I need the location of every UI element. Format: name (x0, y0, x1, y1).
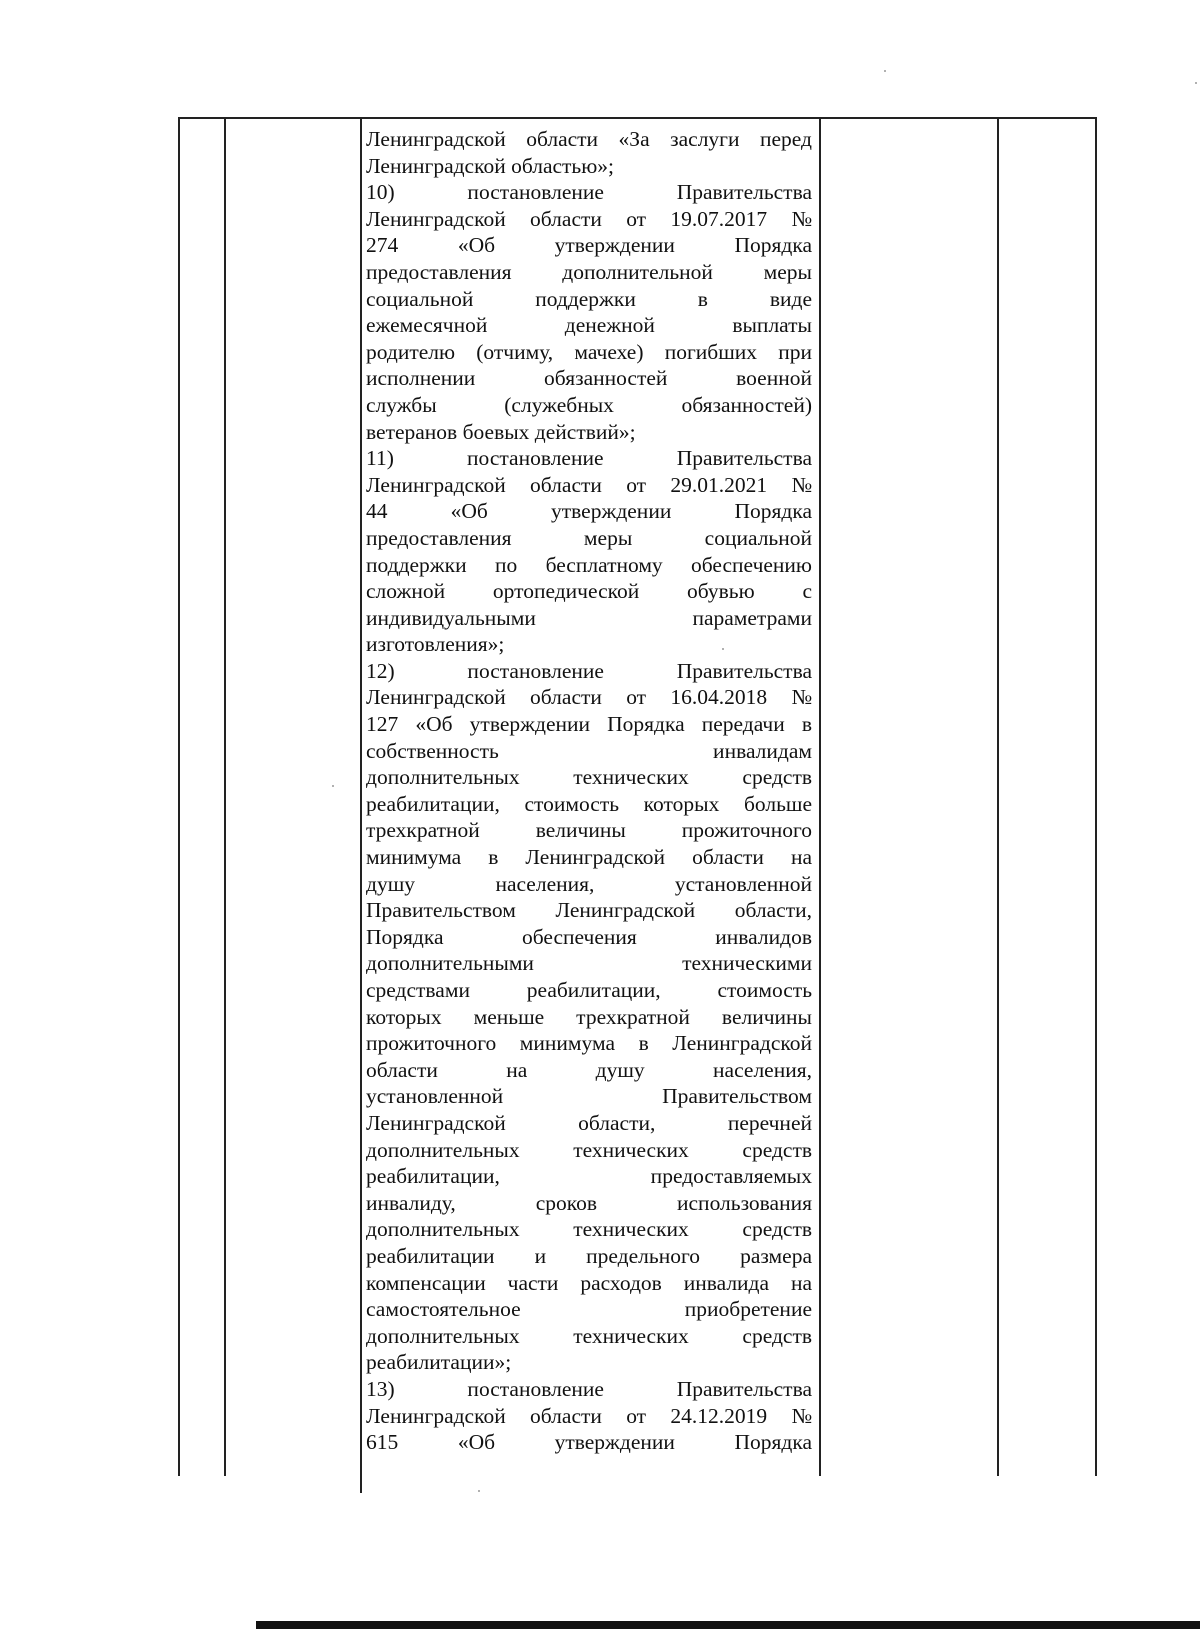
text-line: которых меньше трехкратной величины (366, 1004, 812, 1029)
table-border-col4 (997, 117, 999, 1476)
text-line: 615 «Об утверждении Порядка (366, 1430, 812, 1455)
text-line: реабилитации»; (366, 1350, 512, 1375)
text-line: изготовления»; (366, 632, 505, 657)
legal-acts-list-cell (366, 126, 812, 1456)
text-line: Ленинградской области, перечней (366, 1110, 812, 1135)
table-border-right (1095, 117, 1097, 1476)
text-line: Ленинградской области от 16.04.2018 № (366, 685, 812, 710)
text-line: компенсации части расходов инвалида на (366, 1270, 812, 1295)
text-line: 11) постановление Правительства (366, 446, 812, 471)
text-line: Ленинградской областью»; (366, 153, 615, 178)
text-line: предоставления дополнительной меры (366, 259, 812, 284)
text-line: минимума в Ленинградской области на (366, 845, 812, 870)
text-line: Ленинградской области от 19.07.2017 № (366, 206, 812, 231)
table-border-col1 (224, 117, 226, 1476)
text-line: предоставления меры социальной (366, 525, 812, 550)
text-line: службы (служебных обязанностей) (366, 392, 812, 417)
text-line: дополнительными техническими (366, 951, 812, 976)
text-line: 44 «Об утверждении Порядка (366, 499, 812, 524)
text-line: родителю (отчиму, мачехе) погибших при (366, 339, 812, 364)
text-line: индивидуальными параметрами (366, 605, 812, 630)
table-border-col2 (360, 117, 362, 1493)
text-line: трехкратной величины прожиточного (366, 818, 812, 843)
scan-speck (332, 785, 334, 787)
table-top-border (178, 117, 1097, 119)
text-line: 12) постановление Правительства (366, 658, 812, 683)
text-line: социальной поддержки в виде (366, 286, 812, 311)
text-line: реабилитации и предельного размера (366, 1243, 812, 1268)
text-line: собственность инвалидам (366, 738, 812, 763)
table-border-left (178, 117, 180, 1476)
text-line: 10) постановление Правительства (366, 180, 812, 205)
text-line: инвалиду, сроков использования (366, 1190, 812, 1215)
text-line: ветеранов боевых действий»; (366, 419, 636, 444)
text-line: Ленинградской области от 24.12.2019 № (366, 1403, 812, 1428)
text-line: Ленинградской области «За заслуги перед (366, 127, 812, 151)
text-line: дополнительных технических средств (366, 1217, 812, 1242)
text-line: душу населения, установленной (366, 871, 812, 896)
text-line: самостоятельное приобретение (366, 1297, 812, 1322)
table-border-col3 (819, 117, 821, 1476)
text-line: прожиточного минимума в Ленинградской (366, 1031, 812, 1056)
text-line: ежемесячной денежной выплаты (366, 313, 812, 338)
scan-speck (478, 1490, 480, 1492)
text-line: средствами реабилитации, стоимость (366, 978, 812, 1002)
text-line: поддержки по бесплатному обеспечению (366, 552, 812, 577)
text-line: 274 «Об утверждении Порядка (366, 233, 812, 258)
text-line: дополнительных технических средств (366, 1137, 812, 1162)
scan-speck (1195, 82, 1197, 84)
text-line: дополнительных технических средств (366, 765, 812, 790)
text-line: сложной ортопедической обувью с (366, 579, 812, 604)
text-line: 127 «Об утверждении Порядка передачи в (366, 712, 812, 737)
text-line: 13) постановление Правительства (366, 1376, 812, 1401)
text-line: дополнительных технических средств (366, 1323, 812, 1348)
scan-bottom-edge (256, 1621, 1200, 1629)
text-line: Ленинградской области от 29.01.2021 № (366, 472, 812, 497)
scan-speck (722, 648, 724, 650)
text-line: области на душу населения, (366, 1057, 812, 1082)
text-line: установленной Правительством (366, 1084, 812, 1109)
text-line: Правительством Ленинградской области, (366, 898, 812, 923)
text-line: реабилитации, стоимость которых больше (366, 791, 812, 816)
text-line: Порядка обеспечения инвалидов (366, 924, 812, 949)
text-line: исполнении обязанностей военной (366, 366, 812, 391)
scan-speck (884, 70, 886, 72)
text-line: реабилитации, предоставляемых (366, 1164, 812, 1189)
